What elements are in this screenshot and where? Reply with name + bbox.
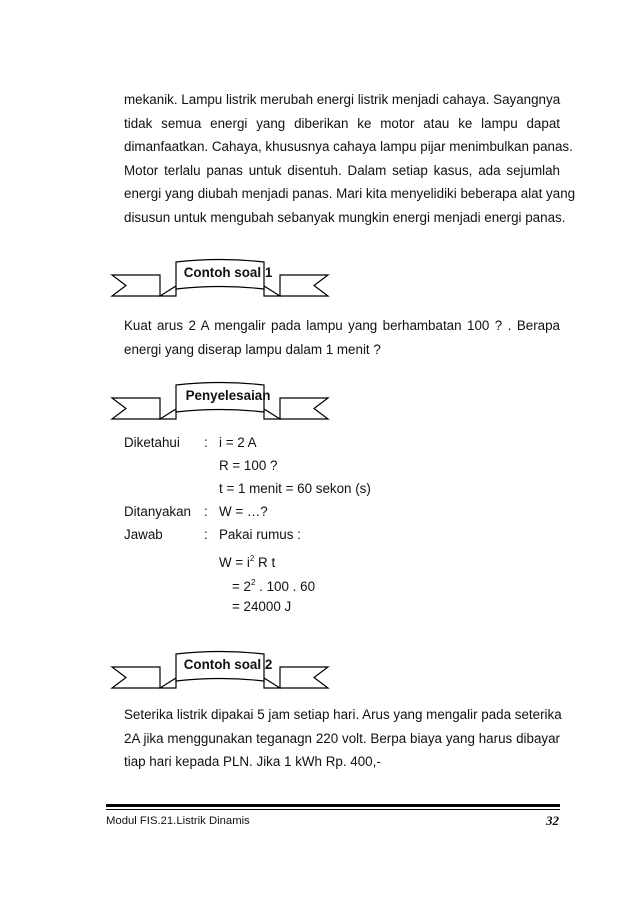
known-label: Diketahui bbox=[124, 435, 180, 450]
page-number: 32 bbox=[546, 813, 559, 828]
example-2-title: Contoh soal 2 bbox=[183, 656, 273, 672]
solution-title: Penyelesaian bbox=[185, 387, 271, 403]
footer-divider bbox=[106, 804, 560, 807]
text-line: energi yang diserap lampu dalam 1 menit ? bbox=[124, 341, 381, 357]
known-resistance: R = 100 ? bbox=[219, 458, 278, 473]
text-line: dimanfaatkan. Cahaya, khususnya cahaya lampu pijar menimbulkan panas. bbox=[124, 139, 573, 154]
formula-text: R t bbox=[254, 555, 276, 570]
example-1-banner bbox=[110, 258, 330, 304]
footer-divider-thin bbox=[106, 809, 560, 810]
calc-step bbox=[232, 571, 315, 598]
colon: : bbox=[204, 435, 208, 450]
formula bbox=[219, 547, 275, 574]
colon: : bbox=[204, 504, 208, 519]
formula-exponent: 2 bbox=[249, 554, 255, 563]
formula-label: Pakai rumus : bbox=[219, 527, 301, 542]
asked-label: Ditanyakan bbox=[124, 504, 191, 519]
step-exponent: 2 bbox=[251, 578, 256, 587]
result: = 24000 J bbox=[232, 599, 292, 614]
solution-banner bbox=[110, 381, 330, 427]
answer-label: Jawab bbox=[124, 527, 163, 542]
known-time: t = 1 menit = 60 sekon (s) bbox=[219, 481, 371, 496]
known-current: i = 2 A bbox=[219, 435, 257, 450]
example-1-title: Contoh soal 1 bbox=[183, 264, 273, 280]
intro-paragraph bbox=[124, 88, 576, 229]
example-2-banner bbox=[110, 650, 330, 696]
text-line: Kuat arus 2 A mengalir pada lampu yang berhambatan 100 ? . Berapa bbox=[124, 318, 560, 333]
example-1-question bbox=[124, 314, 560, 361]
text-line: energi yang diubah menjadi panas. Mari kita menyelidiki beberapa alat yang bbox=[124, 186, 576, 201]
asked-value: W = …? bbox=[219, 504, 268, 519]
text-line: mekanik. Lampu listrik merubah energi listrik menjadi cahaya. Sayangnya bbox=[124, 92, 561, 107]
colon: : bbox=[204, 527, 208, 542]
text-line: Motor terlalu panas untuk disentuh. Dalam setiap kasus, ada sejumlah bbox=[124, 162, 560, 178]
text-line: tiap hari kepada PLN. Jika 1 kWh Rp. 400,- bbox=[124, 754, 381, 769]
step-text: = 2 bbox=[232, 579, 251, 594]
example-2-question bbox=[124, 703, 560, 774]
step-text: . 100 . 60 bbox=[255, 579, 316, 594]
text-line: tidak semua energi yang diberikan ke motor atau ke lampu dapat bbox=[124, 115, 560, 131]
formula-text: W = i bbox=[219, 555, 250, 570]
footer-module-title: Modul FIS.21.Listrik Dinamis bbox=[106, 815, 250, 827]
text-line: 2A jika menggunakan teganagn 220 volt. Berpa biaya yang harus dibayar bbox=[124, 730, 560, 746]
text-line: disusun untuk mengubah sebanyak mungkin energi menjadi energi panas. bbox=[124, 209, 566, 225]
text-line: Seterika listrik dipakai 5 jam setiap hari. Arus yang mengalir pada seterika bbox=[124, 707, 562, 722]
